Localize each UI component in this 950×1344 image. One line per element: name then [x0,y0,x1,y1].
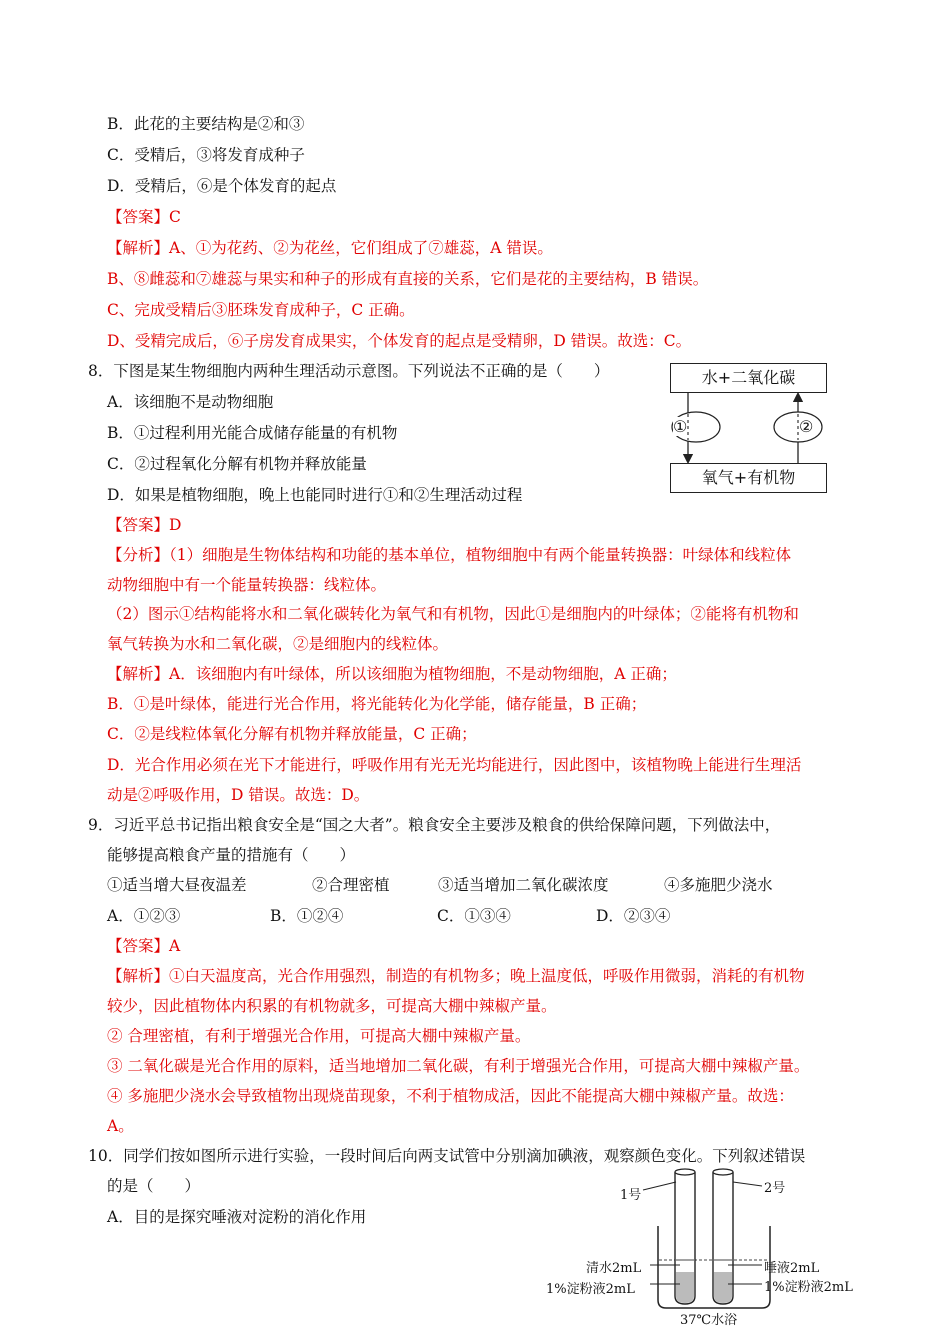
q10-stem-1: 10．同学们按如图所示进行实验，一段时间后向两支试管中分别滴加碘液，观察颜色变化。下列叙述错误 [88,1147,806,1165]
q9-explanation-1: 【解析】①白天温度高，光合作用强烈，制造的有机物多；晚上温度低，呼吸作用微弱，消耗的有机物 [107,967,805,985]
starch-liquid-2 [714,1272,732,1303]
q9-item-2: ②合理密植 [312,876,390,894]
q8-option-a: A．该细胞不是动物细胞 [107,393,274,411]
q8-explanation-1: 【解析】A．该细胞内有叶绿体，所以该细胞为植物细胞，不是动物细胞，A 正确； [107,665,677,683]
tube-1-label: 1号 [620,1188,642,1203]
q8-explanation-4: D．光合作用必须在光下才能进行，呼吸作用有光无光均能进行，因此图中，该植物晚上能进行生理活 [107,756,802,774]
q8-analysis-1: 【分析】（1）细胞是生物体结构和功能的基本单位，植物细胞中有两个能量转换器：叶绿体和线粒体 [107,546,792,564]
label-2: ② [799,417,814,436]
q9-explanation-4: ③ 二氧化碳是光合作用的原料，适当地增加二氧化碳，有利于增强光合作用，可提高大棚中辣椒产量。 [107,1057,810,1075]
test-tube-apparatus [540,1168,870,1328]
q8-option-c: C．②过程氧化分解有机物并释放能量 [107,455,367,473]
q9-explanation-2: 较少，因此植物体内积累的有机物就多，可提高大棚中辣椒产量。 [107,997,557,1015]
q9-explanation-5: ④ 多施肥少浇水会导致植物出现烧苗现象，不利于植物成活，因此不能提高大棚中辣椒产量。故选： [107,1087,794,1105]
q9-option-b: B．①②④ [270,907,344,925]
q10-stem-2: 的是（ ） [107,1177,201,1195]
q10-option-a: A．目的是探究唾液对淀粉的消化作用 [107,1208,367,1226]
q9-stem-2: 能够提高粮食产量的措施有（ ） [107,846,356,864]
q8-stem: 8．下图是某生物细胞内两种生理活动示意图。下列说法不正确的是（ ） [88,362,610,380]
q7-option-b: B．此花的主要结构是②和③ [107,115,305,133]
saliva-label: 唾液2mL [764,1261,820,1276]
q8-analysis-2: 动物细胞中有一个能量转换器：线粒体。 [107,576,387,594]
q9-option-d: D．②③④ [596,907,671,925]
label-1: ① [673,417,688,436]
q8-explanation-5: 动是②呼吸作用，D 错误。故选：D。 [107,786,370,804]
q7-option-d: D．受精后，⑥是个体发育的起点 [107,177,337,195]
q8-option-b: B．①过程利用光能合成储存能量的有机物 [107,424,398,442]
q8-analysis-3: （2）图示①结构能将水和二氧化碳转化为氧气和有机物，因此①是细胞内的叶绿体；②能将有机物和 [107,605,799,623]
starch-label-left: 1%淀粉液2mL [546,1282,635,1297]
q9-item-1: ①适当增大昼夜温差 [107,876,247,894]
starch-label-right: 1%淀粉液2mL [764,1280,853,1295]
q9-option-c: C．①③④ [437,907,511,925]
q8-diagram [665,362,830,494]
q9-explanation-6: A。 [107,1117,134,1135]
bottom-box: 氧气+有机物 [670,463,827,493]
q8-explanation-2: B．①是叶绿体，能进行光合作用，将光能转化为化学能，储存能量，B 正确； [107,695,647,713]
q8-option-d: D．如果是植物细胞，晚上也能同时进行①和②生理活动过程 [107,486,523,504]
q8-answer: 【答案】D [107,516,182,534]
q7-option-c: C．受精后，③将发育成种子 [107,146,305,164]
q9-stem-1: 9．习近平总书记指出粮食安全是“国之大者”。粮食安全主要涉及粮食的供给保障问题，下列做法中， [88,816,781,834]
q9-option-a: A．①②③ [107,907,181,925]
q9-explanation-3: ② 合理密植，有利于增强光合作用，可提高大棚中辣椒产量。 [107,1027,531,1045]
q8-explanation-3: C．②是线粒体氧化分解有机物并释放能量，C 正确； [107,725,477,743]
tube-2-label: 2号 [764,1181,786,1196]
q9-item-3: ③适当增加二氧化碳浓度 [438,876,609,894]
q9-item-4: ④多施肥少浇水 [664,876,773,894]
q10-diagram [540,1168,870,1328]
starch-liquid-1 [676,1272,694,1303]
q7-answer: 【答案】C [107,208,181,226]
water-label: 清水2mL [586,1261,642,1276]
q9-answer: 【答案】A [107,937,181,955]
q7-explanation-1: 【解析】A、①为花药、②为花丝，它们组成了⑦雄蕊，A 错误。 [107,239,553,257]
q7-explanation-2: B、⑧雌蕊和⑦雄蕊与果实和种子的形成有直接的关系，它们是花的主要结构，B 错误。 [107,270,709,288]
water-bath-label: 37℃水浴 [680,1313,738,1328]
q7-explanation-4: D、受精完成后，⑥子房发育成果实，个体发育的起点是受精卵，D 错误。故选：C。 [107,332,692,350]
top-box: 水+二氧化碳 [670,363,827,393]
q7-explanation-3: C、完成受精后③胚珠发育成种子，C 正确。 [107,301,415,319]
q8-analysis-4: 氧气转换为水和二氧化碳，②是细胞内的线粒体。 [107,635,449,653]
